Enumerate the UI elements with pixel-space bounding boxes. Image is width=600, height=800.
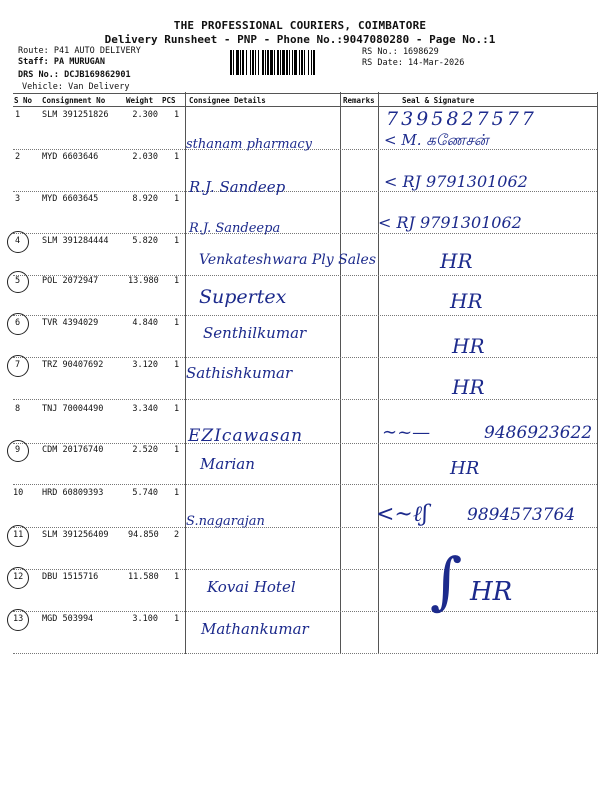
handwritten-signature-scrawl: <~ℓʃ	[376, 502, 429, 527]
handwritten-initials: HR	[450, 289, 483, 313]
handwritten-consignee: Kovai Hotel	[207, 578, 296, 596]
row-consignment-no: MYD 6603646	[42, 152, 99, 162]
row-weight: 2.030	[132, 152, 158, 162]
col-pcs: PCS	[162, 96, 176, 105]
row-pcs: 1	[174, 236, 180, 246]
handwritten-phone: 9486923622	[484, 423, 593, 443]
handwritten-consignee: R.J. Sandeep	[189, 178, 286, 196]
row-sno: 1	[15, 110, 21, 120]
handwritten-initials: HR	[470, 577, 513, 607]
drs-label: DRS No.:	[18, 70, 59, 80]
handwritten-signature: < RJ 9791301062	[384, 172, 528, 191]
row-pcs: 1	[174, 445, 180, 455]
row-consignment-no: TRZ 90407692	[42, 360, 104, 370]
table-right-border	[597, 92, 598, 654]
row-separator	[13, 275, 597, 276]
handwritten-consignee-line2: Marian	[200, 455, 255, 473]
row-weight: 5.740	[132, 488, 158, 498]
col-seal: Seal & Signature	[402, 96, 475, 105]
handwritten-consignee: R.J. Sandeepa	[189, 221, 281, 236]
row-separator	[13, 357, 597, 358]
handwritten-initials: HR	[450, 458, 480, 479]
row-pcs: 1	[174, 194, 180, 204]
row-weight: 11.580	[128, 572, 159, 582]
row-pcs: 1	[174, 152, 180, 162]
row-pcs: 1	[174, 614, 180, 624]
handwritten-initials: HR	[452, 375, 485, 399]
row-weight: 13.980	[128, 276, 159, 286]
row-weight: 5.820	[132, 236, 158, 246]
table-top-border	[13, 93, 597, 94]
col-consignment: Consignment No	[42, 96, 106, 105]
col-sno: S No	[14, 96, 33, 105]
row-weight: 2.520	[132, 445, 158, 455]
rs-number: RS No.: 1698629	[362, 47, 439, 57]
rs-date: RS Date: 14-Mar-2026	[362, 58, 465, 68]
handwritten-consignee: sthanam pharmacy	[186, 137, 312, 152]
handwritten-consignee: Sathishkumar	[186, 364, 293, 382]
row-consignment-no: HRD 60809393	[42, 488, 104, 498]
handwritten-initials: HR	[440, 249, 473, 273]
row-sno: 9	[15, 445, 21, 455]
row-consignment-no: SLM 391256409	[42, 530, 109, 540]
row-sno: 2	[15, 152, 21, 162]
row-sno: 8	[15, 404, 21, 414]
row-consignment-no: SLM 391251826	[42, 110, 109, 120]
row-consignment-no: CDM 20176740	[42, 445, 104, 455]
row-sno: 10	[13, 488, 24, 498]
row-separator	[13, 484, 597, 485]
handwritten-phone: 7395827577	[386, 108, 537, 130]
header-bottom-border	[13, 106, 597, 107]
row-consignment-no: TNJ 70004490	[42, 404, 104, 414]
row-weight: 3.120	[132, 360, 158, 370]
row-weight: 8.920	[132, 194, 158, 204]
handwritten-signature: < RJ 9791301062	[378, 213, 522, 232]
row-sno: 3	[15, 194, 21, 204]
col-consignee: Consignee Details	[189, 96, 266, 105]
row-weight: 2.300	[132, 110, 158, 120]
staff-label: Staff:	[18, 57, 49, 67]
row-separator	[13, 399, 597, 400]
handwritten-signature: < M. கணேசன்	[384, 131, 489, 149]
row-sno: 7	[15, 360, 21, 370]
row-consignment-no: MYD 6603645	[42, 194, 99, 204]
handwritten-signature-scrawl: ∼~—	[382, 422, 431, 443]
row-pcs: 1	[174, 318, 180, 328]
row-separator	[13, 443, 597, 444]
row-consignment-no: SLM 391284444	[42, 236, 109, 246]
row-sno: 11	[13, 530, 24, 540]
row-separator	[13, 315, 597, 316]
drs-barcode	[230, 50, 356, 75]
row-pcs: 1	[174, 488, 180, 498]
handwritten-signature-stroke: ∫	[430, 544, 463, 617]
row-consignment-no: TVR 4394029	[42, 318, 99, 328]
row-pcs: 1	[174, 110, 180, 120]
handwritten-consignee: Supertex	[199, 286, 287, 308]
handwritten-consignee: Senthilkumar	[203, 324, 307, 342]
staff-line	[18, 57, 105, 67]
route-line	[18, 46, 141, 56]
row-pcs: 1	[174, 360, 180, 370]
row-separator	[13, 527, 597, 528]
vehicle-line	[22, 82, 130, 92]
drs-line	[18, 70, 131, 80]
row-consignment-no: DBU 1515716	[42, 572, 99, 582]
drs-value: DCJB169862901	[64, 70, 131, 80]
handwritten-consignee: Mathankumar	[201, 620, 309, 638]
handwritten-consignee: S.nagarajan	[186, 514, 265, 529]
row-consignment-no: POL 2072947	[42, 276, 99, 286]
row-sno: 12	[13, 572, 24, 582]
route-value: P41 AUTO DELIVERY	[53, 46, 141, 56]
row-sno: 13	[13, 614, 24, 624]
col-weight: Weight	[126, 96, 154, 105]
staff-value: PA MURUGAN	[53, 57, 106, 67]
row-separator	[13, 569, 597, 570]
col-remarks: Remarks	[343, 96, 375, 105]
handwritten-consignee: EZIcawasan	[188, 426, 304, 446]
row-separator	[13, 611, 597, 612]
row-pcs: 2	[174, 530, 180, 540]
company-title: THE PROFESSIONAL COURIERS, COIMBATORE	[173, 19, 427, 32]
vehicle-value: Van Delivery	[68, 82, 130, 92]
row-separator	[13, 653, 597, 654]
row-weight: 3.340	[132, 404, 158, 414]
row-sno: 5	[15, 276, 21, 286]
row-pcs: 1	[174, 404, 180, 414]
route-label: Route:	[18, 46, 49, 56]
row-separator	[13, 191, 597, 192]
row-separator	[13, 233, 597, 234]
runsheet-subtitle: Delivery Runsheet - PNP - Phone No.:9047080280 - Page No.:1	[104, 33, 496, 46]
handwritten-phone: 9894573764	[467, 505, 576, 525]
row-weight: 94.850	[128, 530, 159, 540]
row-weight: 3.100	[132, 614, 158, 624]
row-pcs: 1	[174, 572, 180, 582]
row-sno: 4	[15, 236, 21, 246]
row-pcs: 1	[174, 276, 180, 286]
vehicle-label: Vehicle:	[22, 82, 63, 92]
row-weight: 4.840	[132, 318, 158, 328]
handwritten-initials: HR	[452, 334, 485, 358]
row-sno: 6	[15, 318, 21, 328]
row-consignment-no: MGD 503994	[42, 614, 94, 624]
handwritten-consignee: Venkateshwara Ply Sales	[199, 252, 377, 268]
barcode-gap	[315, 50, 317, 75]
